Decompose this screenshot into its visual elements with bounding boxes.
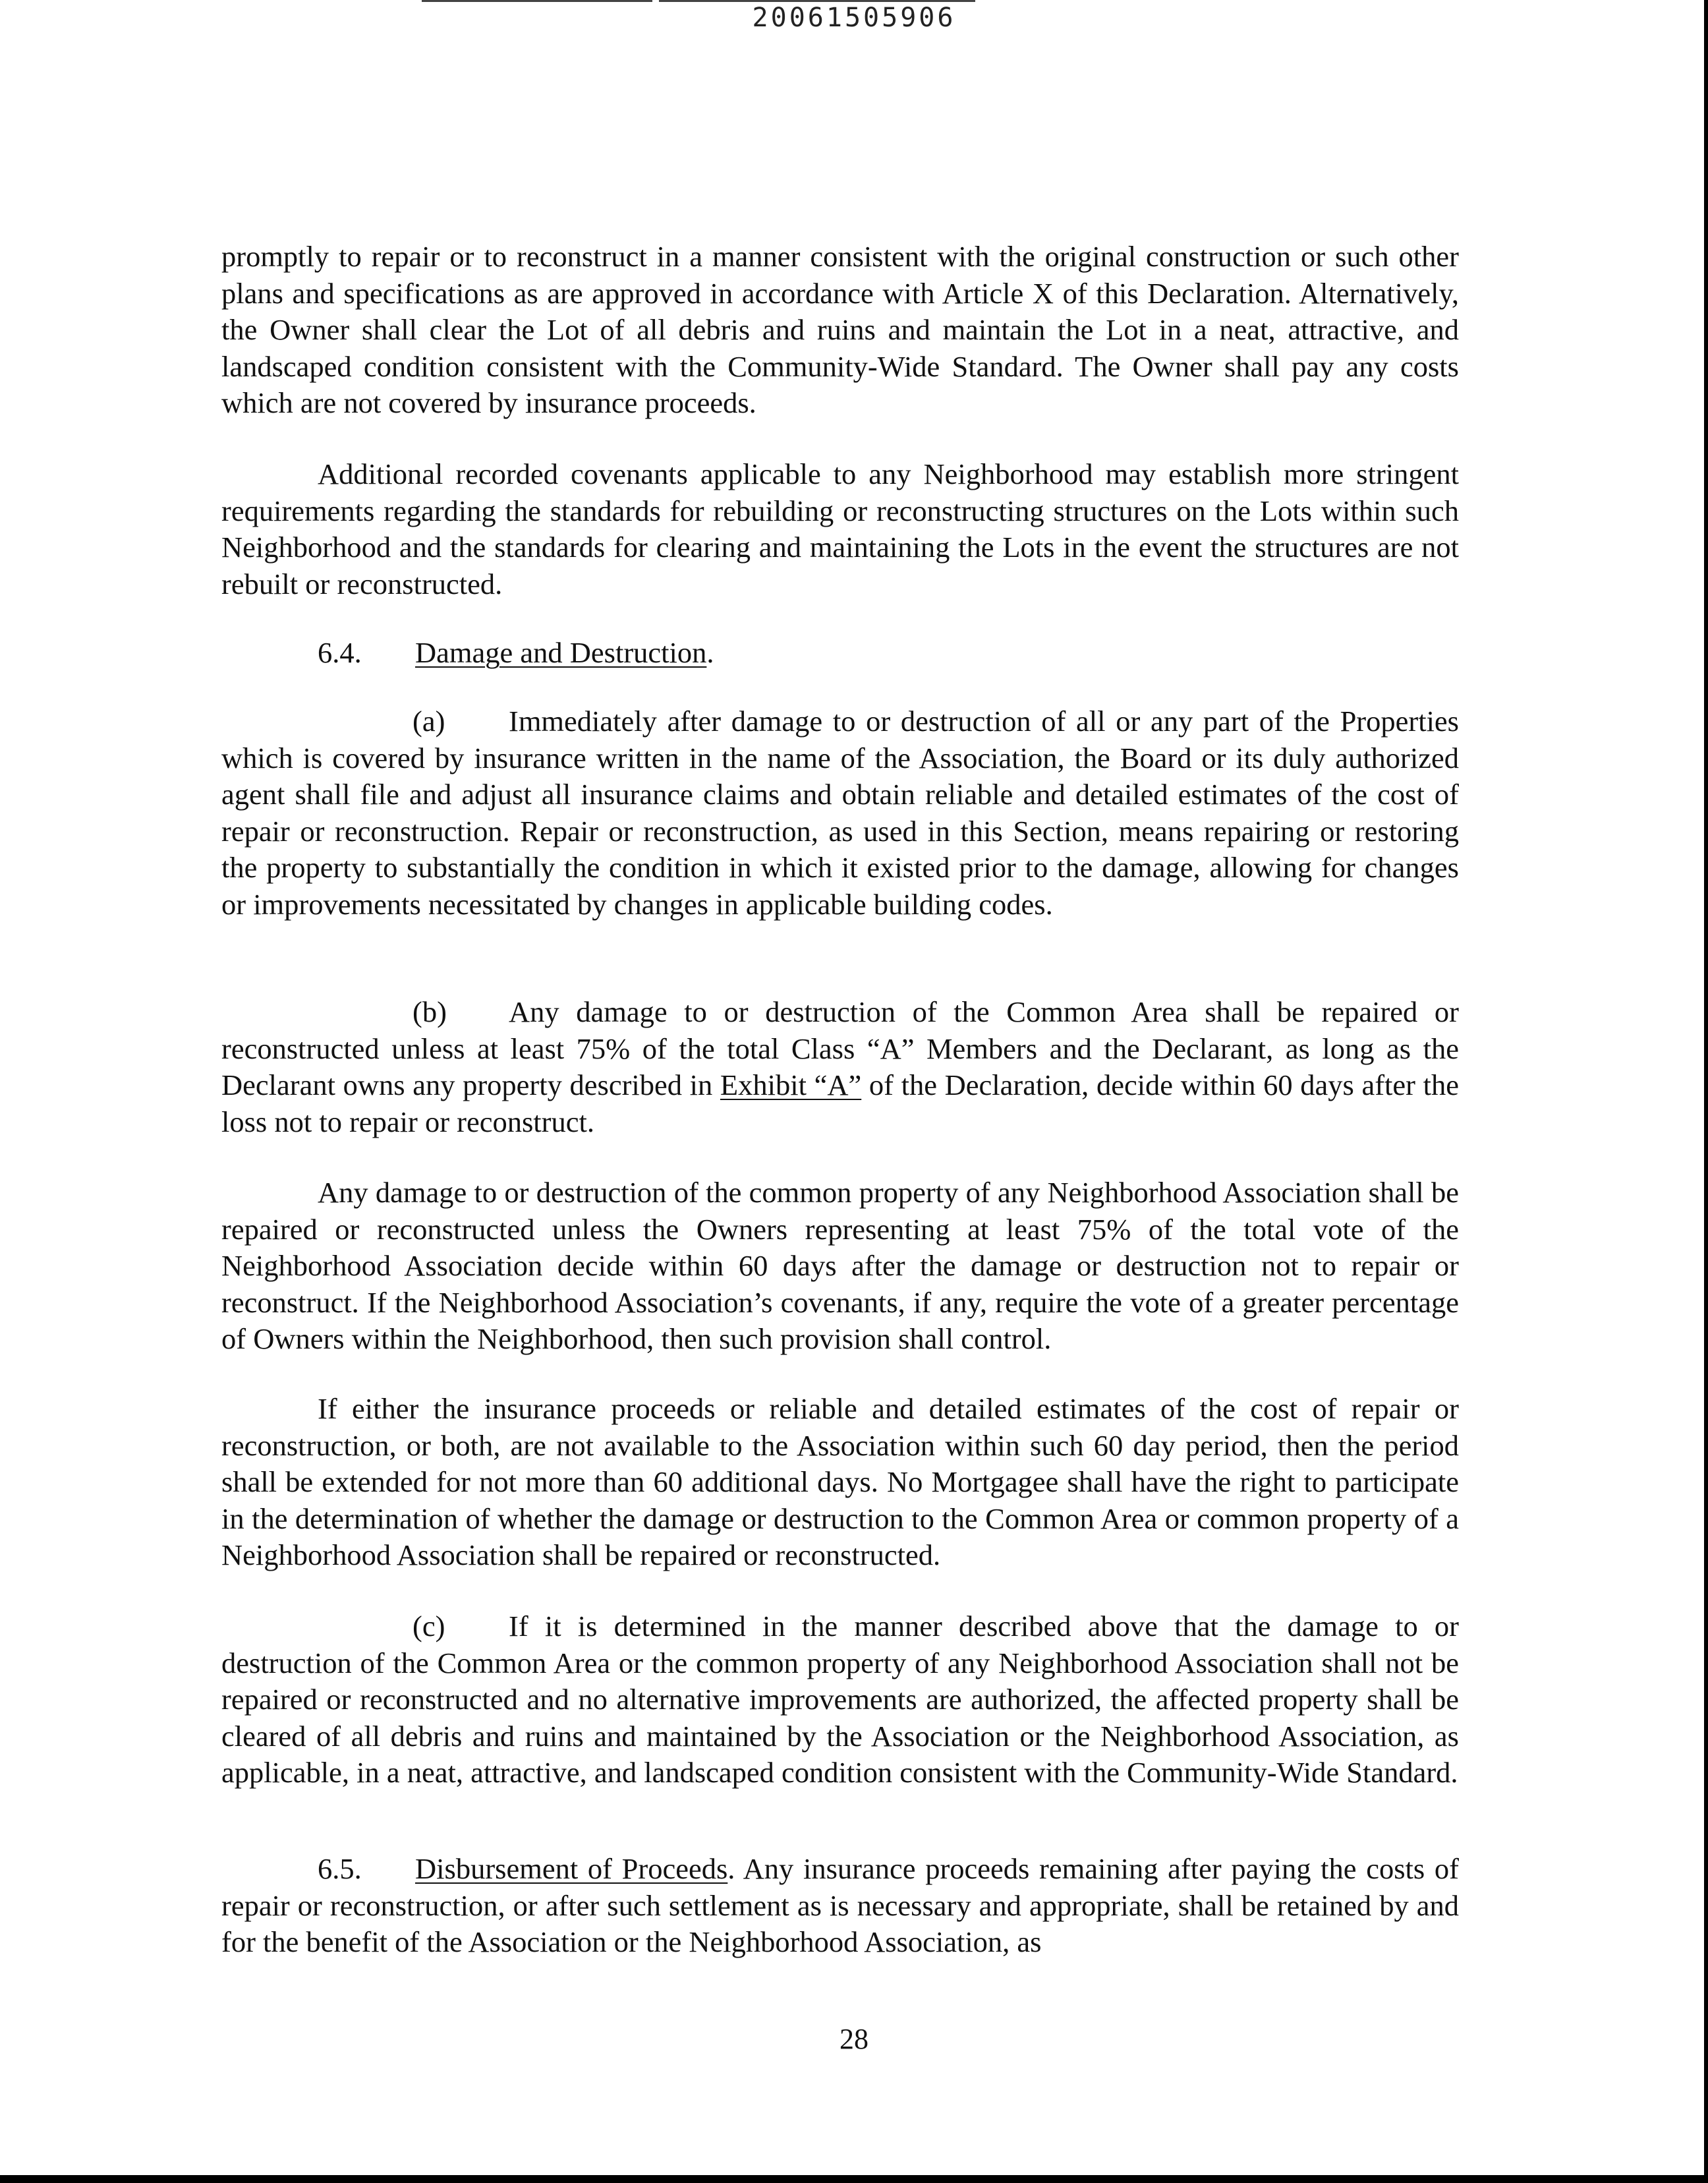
section-number: 6.5. <box>318 1852 362 1885</box>
document-number: 20061505906 <box>752 3 956 33</box>
subsection-label: (c) <box>413 1610 445 1643</box>
scan-edge-right <box>1704 0 1708 2183</box>
subsection-text: Any damage to or destruction of the Common Area shall be repaired or reconstructed unless at least 75% of the total Class “A” Members and the Declarant, as long as the Declarant owns any property described in <box>221 995 1459 1101</box>
section-6-5 <box>221 1851 1459 1961</box>
exhibit-reference: Exhibit “A” <box>720 1068 862 1101</box>
subsection-text-end: of the Declaration, decide within 60 days after the loss not to repair or reconstruct. <box>221 1068 1459 1138</box>
subsection-text: Immediately after damage to or destruction of all or any part of the Properties which is covered by insurance written in the name of the Association, the Board or its duly authorized agent shall file and adjust all insurance claims and obtain reliable and detailed estimates of the cost of repair or reconstruction. Repair or reconstruction, as used in this Section, means repairing or restoring the property to substantially the condition in which it existed prior to the damage, allowing for changes or improvements necessitated by changes in applicable building codes. <box>221 705 1459 921</box>
page-number: 28 <box>840 2023 868 2055</box>
paragraph-insurance-proceeds: If either the insurance proceeds or reliable and detailed estimates of the cost of repair or reconstruction, or both, are not available to the Association within such 60 day period, then the period shall be extended for not more than 60 additional days. No Mortgagee shall have the right to participate in the determination of whether the damage or destruction to the Common Area or common property of a Neighborhood Association shall be repaired or reconstructed. <box>221 1392 1459 1571</box>
paragraph-additional-covenants: Additional recorded covenants applicable to any Neighborhood may establish more stringent requirements regarding the standards for rebuilding or reconstructing structures on the Lots within such Neighborhood and the standards for clearing and maintaining the Lots in the event the structures are not rebuilt or reconstructed. <box>221 457 1459 600</box>
subsection-c <box>221 1608 1459 1791</box>
subsection-a <box>221 703 1459 923</box>
top-edge-rule <box>659 0 975 2</box>
section-title-suffix: . <box>706 636 714 669</box>
section-text: . Any insurance proceeds remaining after paying the costs of repair or reconstruction, or after such settlement as is necessary and appropriate, shall be retained by and for the benefit of the Association or the Neighborhood Association, as <box>221 1852 1459 1958</box>
paragraph-common-property: Any damage to or destruction of the common property of any Neighborhood Association shall be repaired or reconstructed unless the Owners representing at least 75% of the total vote of the Neighborhood Association decide within 60 days after the damage or destruction not to repair or reconstruct. If the Neighborhood Association’s covenants, if any, require the vote of a greater percentage of Owners within the Neighborhood, then such provision shall control. <box>221 1176 1459 1355</box>
subsection-b <box>221 994 1459 1140</box>
subsection-text: If it is determined in the manner described above that the damage to or destruction of the Common Area or the common property of any Neighborhood Association shall not be repaired or reconstructed and no alternative improvements are authorized, the affected property shall be cleared of all debris and ruins and maintained by the Association or the Neighborhood Association, as applicable, in a neat, attractive, and landscaped condition consistent with the Community-Wide Standard. <box>221 1610 1459 1789</box>
section-number: 6.4. <box>318 636 362 669</box>
top-edge-rule <box>422 0 652 2</box>
section-title: Disbursement of Proceeds <box>415 1852 728 1885</box>
subsection-label: (b) <box>413 995 447 1028</box>
paragraph-continuation: promptly to repair or to reconstruct in a manner consistent with the original construction or such other plans and specifications as are approved in accordance with Article X of this Declaration. Alternatively, the Owner shall clear the Lot of all debris and ruins and maintain the Lot in a neat, attractive, and landscaped condition consistent with the Community-Wide Standard. The Owner shall pay any costs which are not covered by insurance proceeds. <box>221 240 1459 419</box>
scan-edge-bottom <box>0 2175 1708 2183</box>
section-title: Damage and Destruction <box>415 636 707 669</box>
subsection-label: (a) <box>413 705 445 738</box>
section-heading-6-4 <box>318 635 714 672</box>
